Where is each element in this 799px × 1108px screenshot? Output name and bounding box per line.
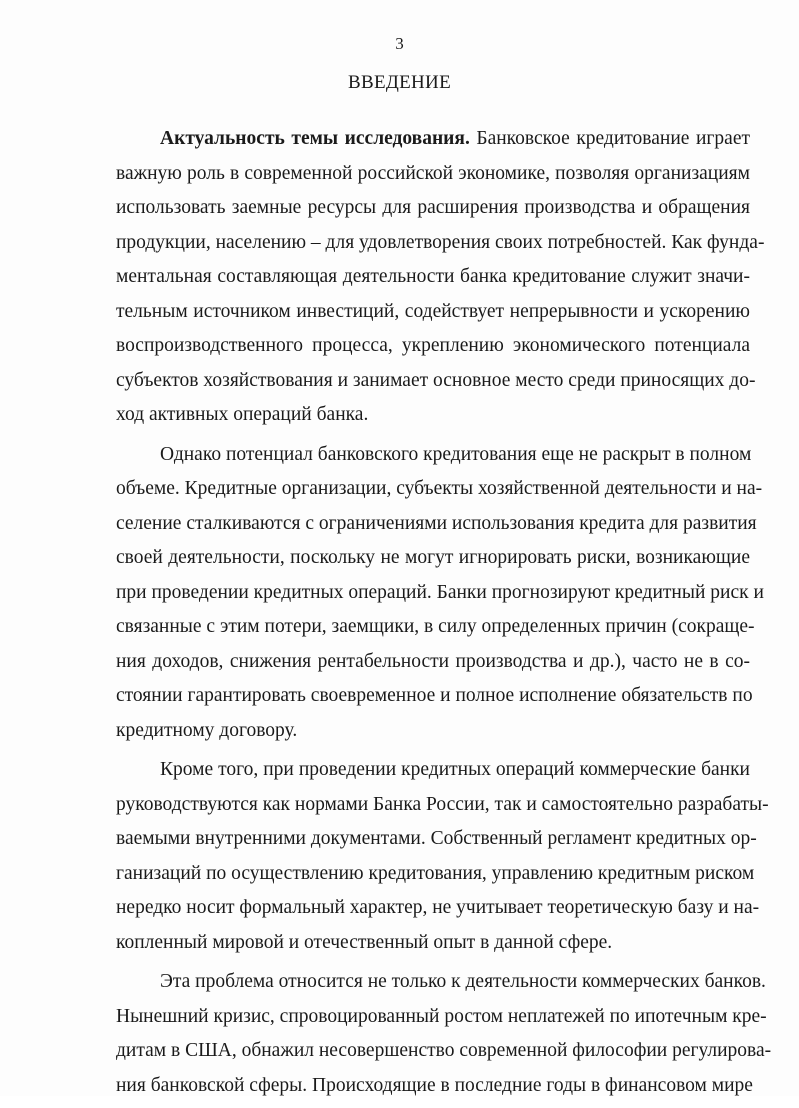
paragraph-line: ния банковской сферы. Происходящие в последние годы в финансовом мире: [116, 1074, 753, 1096]
paragraph-line: ния доходов, снижения рентабельности производства и др.), часто не в со-: [116, 650, 750, 672]
body-text: [116, 122, 772, 1108]
section-heading: ВВЕДЕНИЕ: [348, 72, 451, 93]
paragraph-line: копленный мировой и отечественный опыт в данной сфере.: [116, 931, 613, 953]
paragraph-line: Эта проблема относится не только к деятельности коммерческих банков.: [160, 971, 766, 992]
paragraph-line: воспроизводственного процесса, укреплению экономического потенциала: [116, 335, 750, 356]
paragraph-line: ваемыми внутренними документами. Собственный регламент кредитных ор-: [116, 828, 757, 849]
paragraph-line: ганизаций по осуществлению кредитования, управлению кредитным риском: [116, 862, 755, 884]
paragraph-4: [116, 965, 772, 1103]
paragraph-line: связанные с этим потери, заемщики, в силу определенных причин (сокраще-: [116, 616, 755, 637]
paragraph-line: Кроме того, при проведении кредитных операций коммерческие банки: [160, 759, 750, 780]
paragraph-line: объеме. Кредитные организации, субъекты хозяйственной деятельности и на-: [116, 478, 763, 499]
paragraph-3: [116, 753, 769, 960]
paragraph-line: субъектов хозяйствования и занимает основное место среди приносящих до-: [116, 369, 756, 391]
paragraph-line: дитам в США, обнажил несовершенство современной философии регулирова-: [116, 1040, 772, 1061]
paragraph-line: руководствуются как нормами Банка России, так и самостоятельно разрабаты-: [116, 793, 769, 815]
lead-rest-text: Банковское кредитование играет: [469, 128, 750, 149]
paragraph-line: селение сталкиваются с ограничениями использования кредита для развития: [116, 512, 757, 534]
paragraph-1: [116, 122, 765, 433]
paragraph-line: нередко носит формальный характер, не учитывает теоретическую базу и на-: [116, 897, 760, 918]
paragraph-line: тельным источником инвестиций, содействует непрерывности и ускорению: [116, 300, 750, 322]
paragraph-line: использовать заемные ресурсы для расширения производства и обращения: [116, 197, 750, 218]
paragraph-line: ход активных операций банка.: [116, 404, 369, 425]
page-number: 3: [395, 34, 404, 53]
lead-bold-text: Актуальность темы исследования.: [160, 128, 470, 149]
paragraph-line: [116, 122, 750, 157]
paragraph-line: при проведении кредитных операций. Банки прогнозируют кредитный риск и: [116, 581, 764, 603]
paragraph-line: стоянии гарантировать своевременное и полное исполнение обязательств по: [116, 685, 753, 706]
paragraph-line: продукции, населению – для удовлетворения своих потребностей. Как фунда-: [116, 231, 765, 253]
paragraph-line: ментальная составляющая деятельности банка кредитование служит значи-: [116, 266, 750, 287]
paragraph-line: Однако потенциал банковского кредитования еще не раскрыт в полном: [160, 443, 752, 465]
paragraph-2: [116, 438, 764, 749]
paragraph-line: Нынешний кризис, спровоцированный ростом неплатежей по ипотечным кре-: [116, 1005, 767, 1027]
paragraph-line: кредитному договору.: [116, 719, 298, 741]
paragraph-line: важную роль в современной российской экономике, позволяя организациям: [116, 162, 750, 184]
paragraph-line: своей деятельности, поскольку не могут игнорировать риски, возникающие: [116, 547, 750, 568]
